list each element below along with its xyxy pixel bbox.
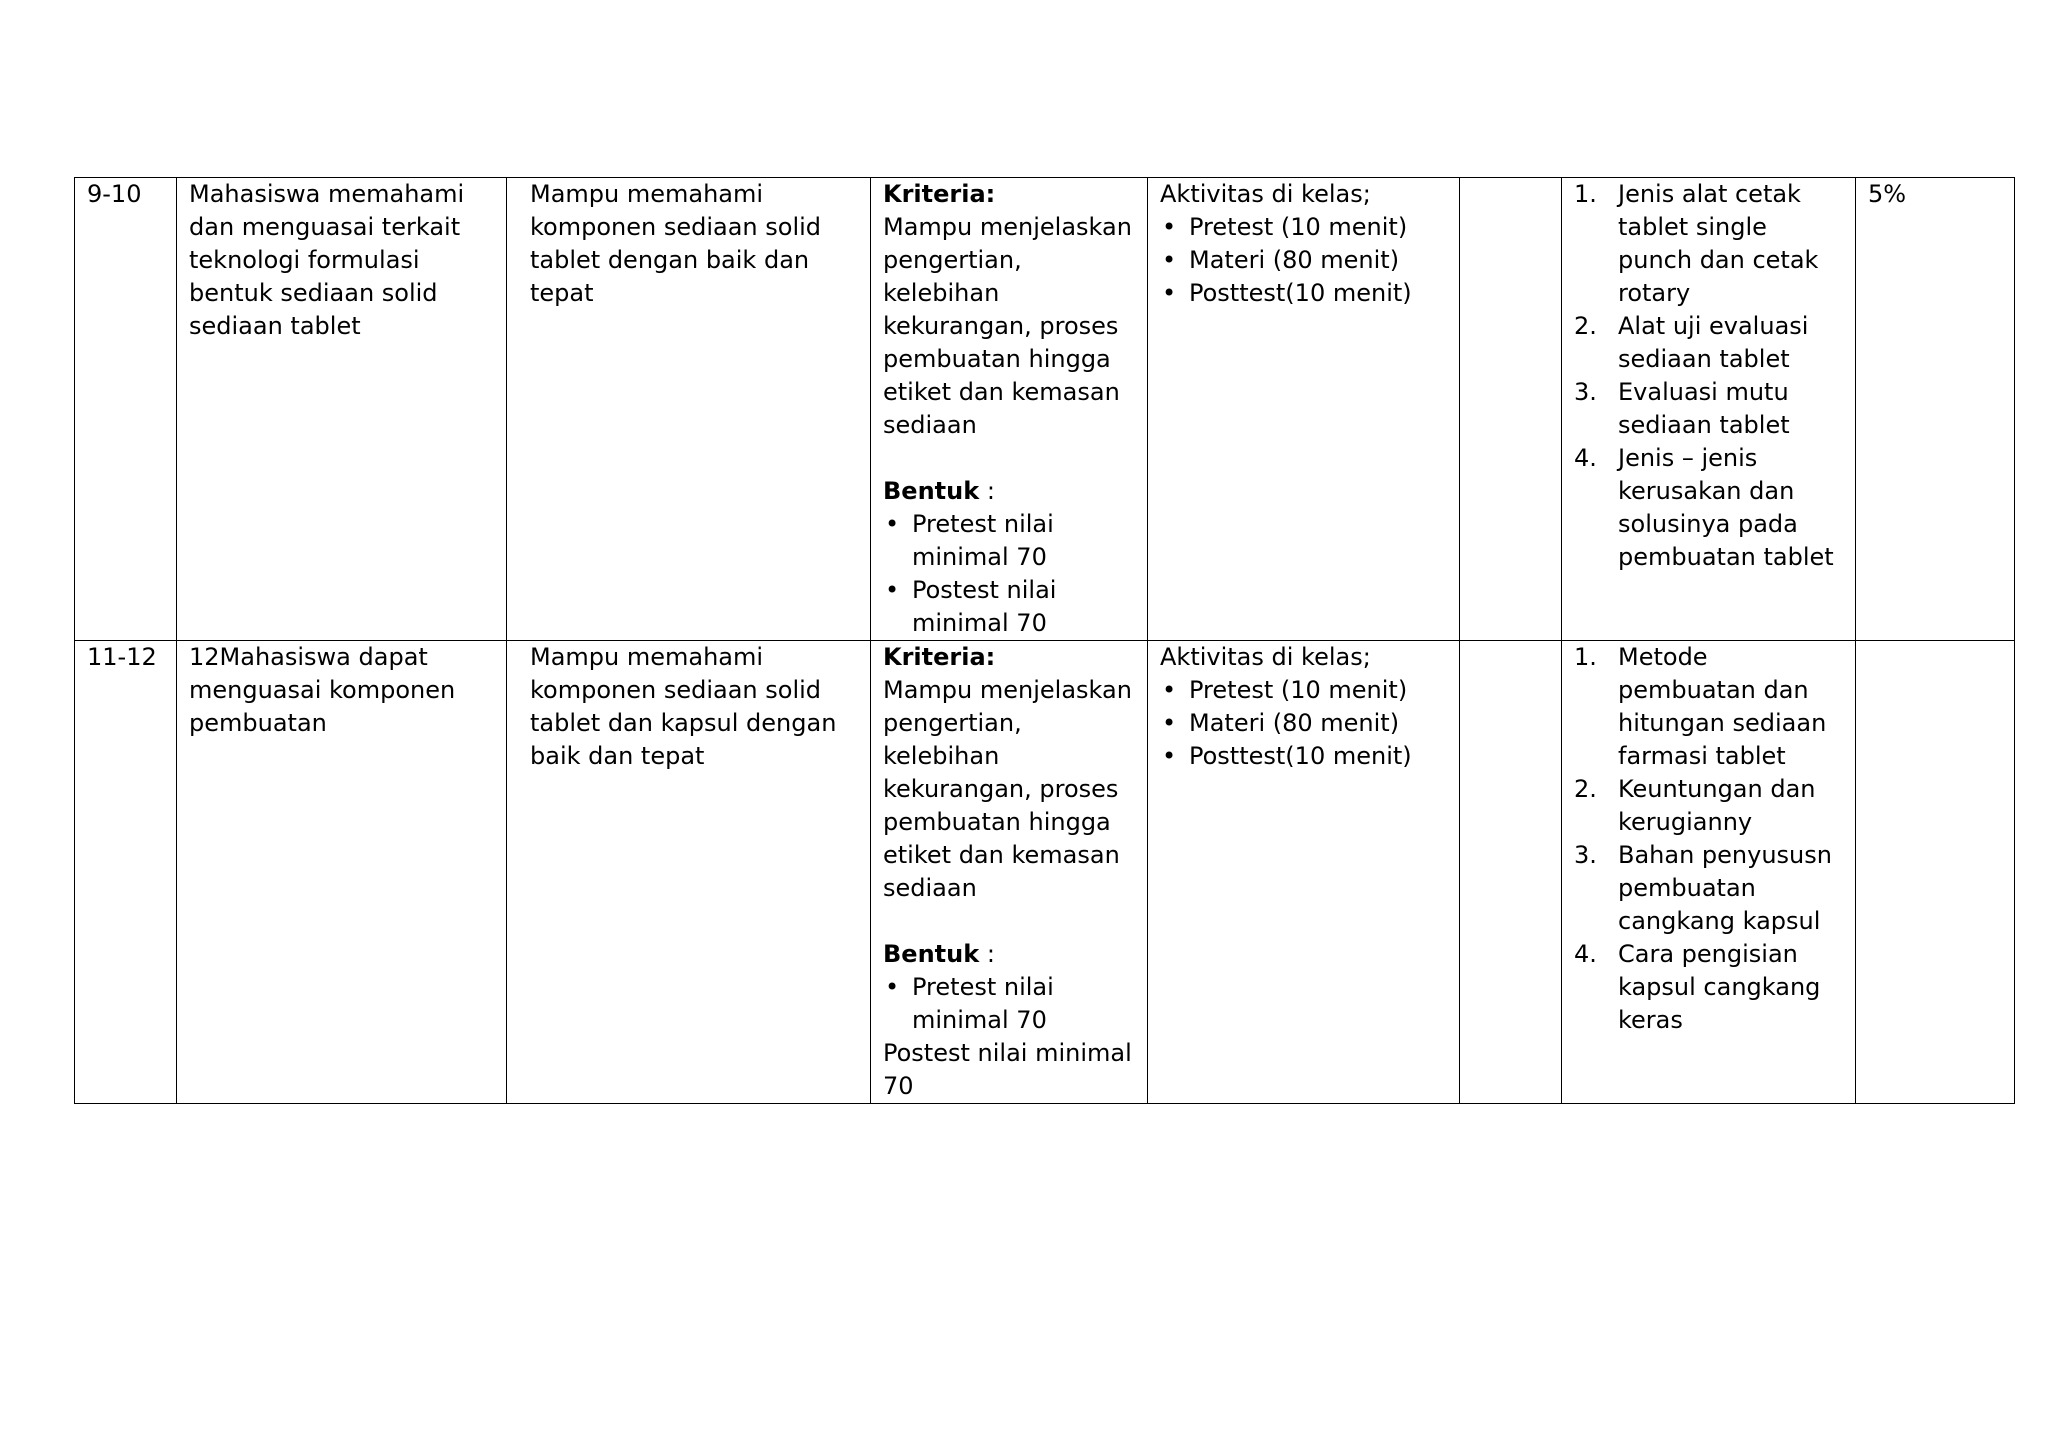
criteria-text: Mampu menjelaskan pengertian, kelebihan kekurangan, proses pembuatan hingga etiket dan kemasan sediaan [883,213,1132,439]
form-colon: : [979,477,995,505]
week-cell [75,178,177,641]
assessment-cell [871,178,1148,641]
form-heading [883,475,1135,508]
materials-cell [1562,641,1856,1104]
item-text: Bahan penyususn pembuatan cangkang kapsul [1618,841,1832,935]
activity-list [1160,211,1447,310]
list-item: • Materi (80 menit) [1160,707,1447,740]
assessment-cell [871,641,1148,1104]
list-item: • Pretest (10 menit) [1160,211,1447,244]
item-text: Jenis alat cetak tablet single punch dan cetak rotary [1618,180,1819,307]
materials-list [1574,178,1843,574]
list-item: • Pretest (10 menit) [1160,674,1447,707]
item-number: 3. [1574,378,1597,406]
list-item [1574,310,1843,376]
form-list [883,508,1135,640]
week-cell [75,641,177,1104]
form-label: Bentuk [883,940,980,968]
item-text: Metode pembuatan dan hitungan sediaan farmasi tablet [1618,643,1827,770]
form-colon: : [979,940,995,968]
item-text: Alat uji evaluasi sediaan tablet [1618,312,1809,373]
criteria-label: Kriteria: [883,180,996,208]
list-item: • Pretest nilai minimal 70 [883,508,1135,574]
activity-cell [1148,178,1460,641]
weight-cell [1856,641,2015,1104]
activity-title: Aktivitas di kelas; [1160,180,1371,208]
list-item [1574,376,1843,442]
learning-outcome-text: Mahasiswa memahami dan menguasai terkait teknologi formulasi bentuk sediaan solid sediaan tablet [189,180,465,340]
form-list [883,971,1135,1037]
indicator-text: Mampu memahami komponen sediaan solid tablet dan kapsul dengan baik dan tepat [530,643,837,770]
week-number: 11-12 [87,643,157,671]
criteria-text: Mampu menjelaskan pengertian, kelebihan kekurangan, proses pembuatan hingga etiket dan kemasan sediaan [883,676,1132,902]
list-item: • Pretest nilai minimal 70 [883,971,1135,1037]
item-text: Cara pengisian kapsul cangkang keras [1618,940,1821,1034]
materials-cell [1562,178,1856,641]
list-item: • Posttest(10 menit) [1160,277,1447,310]
item-number: 1. [1574,643,1597,671]
list-item: • Postest nilai minimal 70 [883,574,1135,640]
item-number: 4. [1574,444,1597,472]
list-item: • Materi (80 menit) [1160,244,1447,277]
item-number: 1. [1574,180,1597,208]
activity-title: Aktivitas di kelas; [1160,643,1371,671]
list-item [1574,773,1843,839]
form-label: Bentuk [883,477,980,505]
list-item [1574,641,1843,773]
item-number: 2. [1574,775,1597,803]
learning-outcome-cell [177,641,507,1104]
item-text: Jenis – jenis kerusakan dan solusinya pada pembuatan tablet [1618,444,1834,571]
empty-cell [1460,641,1562,1104]
learning-outcome-text: 12Mahasiswa dapat menguasai komponen pembuatan [189,643,456,737]
materials-list [1574,641,1843,1037]
criteria-label: Kriteria: [883,643,996,671]
activity-cell [1148,641,1460,1104]
list-item [1574,442,1843,574]
list-item [1574,938,1843,1037]
form-extra-text: Postest nilai minimal 70 [883,1039,1132,1100]
learning-outcome-cell [177,178,507,641]
empty-cell [1460,178,1562,641]
list-item [1574,178,1843,310]
list-item [1574,839,1843,938]
table-row [75,641,2015,1104]
activity-list [1160,674,1447,773]
item-number: 2. [1574,312,1597,340]
item-text: Evaluasi mutu sediaan tablet [1618,378,1790,439]
indicator-cell [507,178,871,641]
item-number: 3. [1574,841,1597,869]
list-item: • Posttest(10 menit) [1160,740,1447,773]
weight-text: 5% [1868,180,1907,208]
table-row [75,178,2015,641]
indicator-cell [507,641,871,1104]
week-number: 9-10 [87,180,142,208]
item-number: 4. [1574,940,1597,968]
item-text: Keuntungan dan kerugianny [1618,775,1816,836]
course-plan-table [74,177,2015,1104]
form-heading [883,938,1135,971]
weight-cell [1856,178,2015,641]
indicator-text: Mampu memahami komponen sediaan solid tablet dengan baik dan tepat [530,180,822,307]
